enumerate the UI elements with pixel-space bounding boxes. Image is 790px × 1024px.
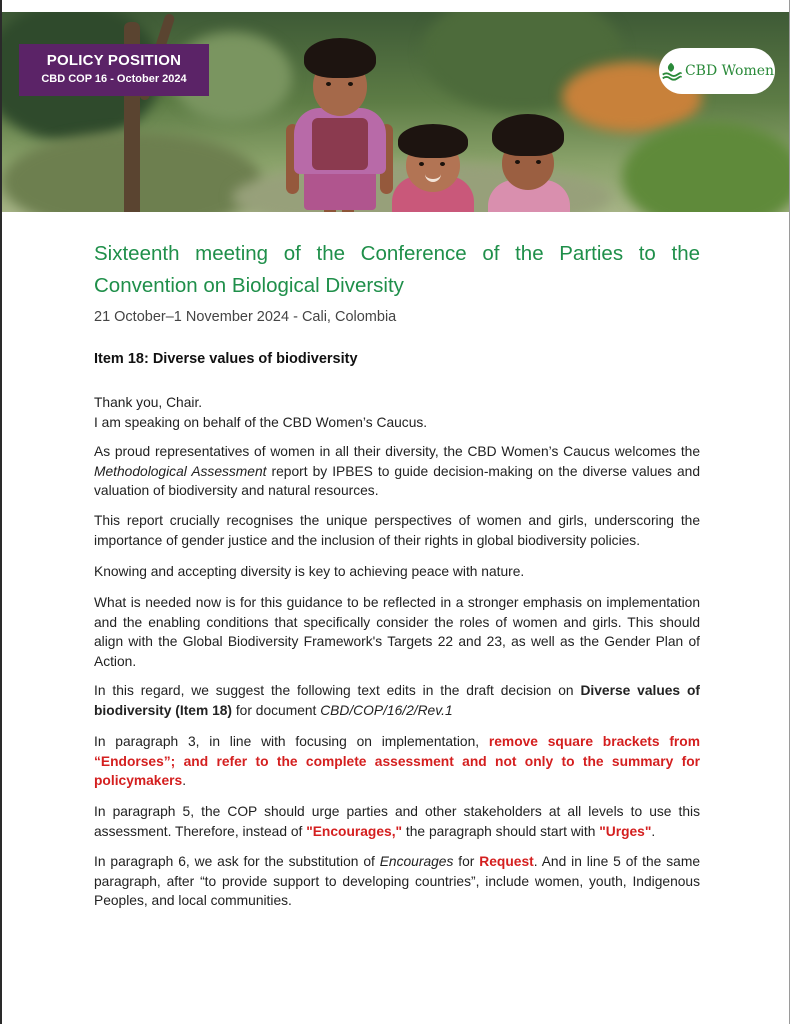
paragraph-guidance — [94, 593, 700, 671]
text-run: . — [651, 823, 656, 839]
child-hair — [398, 124, 468, 158]
agenda-item-heading: Item 18: Diverse values of biodiversity — [94, 351, 358, 367]
paragraph-6-edit — [94, 852, 700, 911]
logo-text: CBD Women — [684, 63, 775, 79]
paragraph-diversity — [94, 562, 700, 582]
foliage-shape — [622, 122, 789, 212]
text-run: . — [182, 773, 187, 789]
emphasized-term: Encourages — [379, 854, 454, 869]
document-reference: CBD/COP/16/2/Rev.1 — [320, 702, 453, 718]
highlighted-edit: "Encourages," — [306, 823, 403, 839]
header-photo — [2, 12, 789, 212]
child-eye — [440, 162, 445, 166]
text-run: This report crucially recognises the unique perspectives of women and girls, underscoring the importance of gender justice and the inclusion of their rights in global biodiversity policies. — [94, 513, 700, 548]
child-hair — [492, 114, 564, 156]
greeting-line: I am speaking on behalf of the CBD Women’s Caucus. — [94, 414, 428, 430]
decision-name: Diverse values of biodiversity (Item 18) — [94, 683, 700, 718]
child-eye — [515, 160, 520, 164]
child-hair — [304, 38, 376, 78]
text-run: As proud representatives of women in all their diversity, the CBD Women’s Caucus welcomes the — [94, 444, 700, 459]
text-run: . And in line 5 of the same paragraph, after “to provide support to developing countries”, include women, youth, Indigenous Peoples, and local communities. — [94, 854, 700, 909]
badge-subtitle: CBD COP 16 - October 2024 — [41, 73, 187, 85]
policy-position-badge — [19, 44, 209, 96]
text-run: for — [453, 854, 480, 869]
text-run: In paragraph 3, in line with focusing on implementation, — [94, 734, 489, 749]
child-eye — [536, 160, 541, 164]
paragraph-3-edit — [94, 732, 700, 791]
text-run: for document — [232, 702, 321, 718]
greeting — [94, 393, 700, 432]
text-run: In this regard, we suggest the following text edits in the draft decision on — [94, 683, 581, 698]
child-eye — [326, 82, 331, 86]
text-run: report by IPBES to guide decision-making on the diverse values and valuation of biodiversity and natural resources. — [94, 463, 700, 499]
leaf-wave-icon — [660, 60, 682, 82]
paragraph-text-edits — [94, 681, 700, 720]
page-title: Sixteenth meeting of the Conference of the Parties to the Convention on Biological Diversity — [94, 242, 700, 297]
highlighted-edit: "Urges" — [599, 823, 652, 839]
greeting-line: Thank you, Chair. — [94, 395, 203, 410]
highlighted-edit: remove square brackets from “Endorses”; and refer to the complete assessment and not only to the summary for policymakers — [94, 734, 700, 789]
child-patterned-top — [312, 118, 368, 170]
child-figure — [390, 120, 480, 212]
text-run: In paragraph 6, we ask for the substitution of — [94, 854, 380, 869]
child-eye — [419, 162, 424, 166]
child-eye — [348, 82, 353, 86]
badge-title: POLICY POSITION — [46, 52, 182, 69]
text-run: the paragraph should start with — [402, 823, 600, 839]
report-title: Methodological Assessment — [94, 463, 267, 479]
highlighted-edit: Request — [479, 854, 534, 869]
text-run: What is needed now is for this guidance to be reflected in a stronger emphasis on implementation and the enabling conditions that specifically consider the roles of women and girls. This should align with the Global Biodiversity Framework's Targets 22 and 23, as well as the Gender Plan of Action. — [94, 595, 700, 669]
meeting-dates: 21 October–1 November 2024 - Cali, Colombia — [94, 309, 397, 325]
cbd-women-logo — [659, 48, 775, 94]
child-figure — [280, 32, 400, 212]
text-run: Knowing and accepting diversity is key to achieving peace with nature. — [94, 564, 525, 579]
paragraph-5-edit — [94, 802, 700, 841]
paragraph-welcome — [94, 442, 700, 501]
paragraph-recognition — [94, 511, 700, 550]
text-run: In paragraph 5, the COP should urge parties and other stakeholders at all levels to use this assessment. Therefore, instead of — [94, 804, 700, 839]
child-figure — [484, 108, 574, 212]
